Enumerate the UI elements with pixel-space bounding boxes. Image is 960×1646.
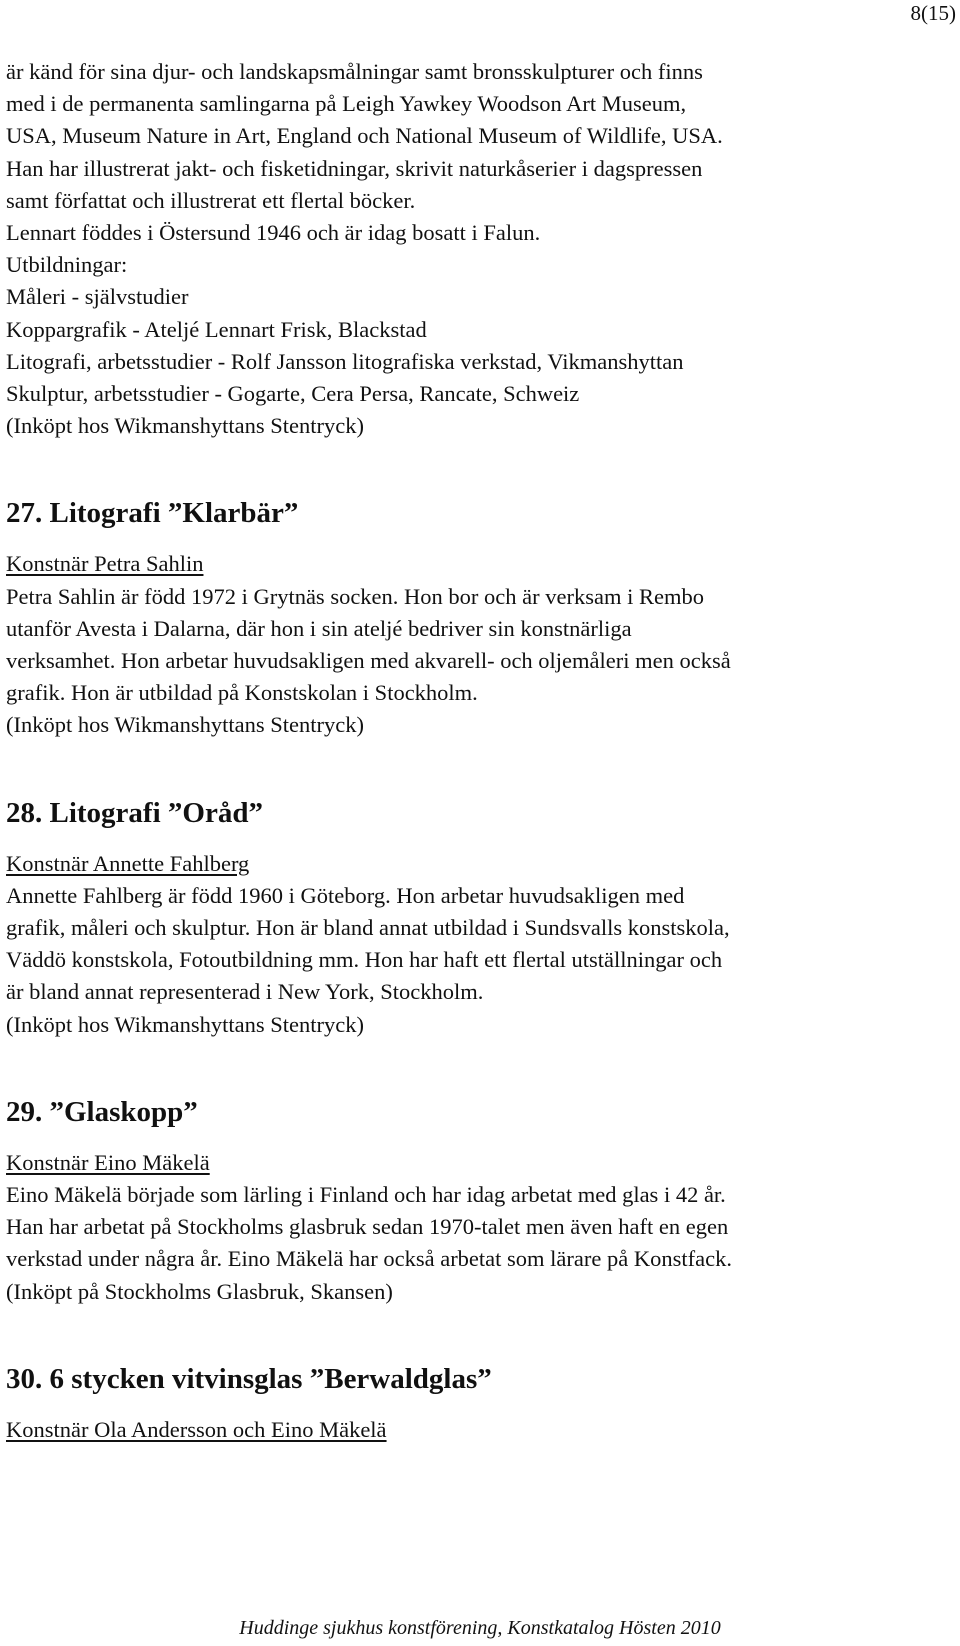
body-line: grafik, måleri och skulptur. Hon är bland annat utbildad i Sundsvalls konstskola, [6,915,730,941]
body-line: Utbildningar: [6,252,128,278]
page-footer: Huddinge sjukhus konstförening, Konstkatalog Hösten 2010 [239,1617,721,1639]
catalog-entry-27 [6,442,954,741]
body-line: (Inköpt på Stockholms Glasbruk, Skansen) [6,1278,393,1304]
body-line: (Inköpt hos Wikmanshyttans Stentryck) [6,712,365,738]
body-line: (Inköpt hos Wikmanshyttans Stentryck) [6,1011,365,1037]
body-line: Skulptur, arbetsstudier - Gogarte, Cera Persa, Rancate, Schweiz [6,381,580,407]
body-line: Eino Mäkelä började som lärling i Finland och har idag arbetat med glas i 42 år. [6,1182,726,1208]
body-line: Väddö konstskola, Fotoutbildning mm. Hon har haft ett flertal utställningar och [6,947,723,973]
body-line: (Inköpt hos Wikmanshyttans Stentryck) [6,413,365,439]
body-line: Koppargrafik - Ateljé Lennart Frisk, Blackstad [6,316,427,342]
catalog-entry-30 [6,1308,954,1446]
body-line: verkstad under några år. Eino Mäkelä har också arbetat som lärare på Konstfack. [6,1246,732,1272]
artist-name: Konstnär Annette Fahlberg [6,850,250,876]
body-line: samt författat och illustrerat ett flertal böcker. [6,187,416,213]
artist-name: Konstnär Petra Sahlin [6,551,204,577]
entry-heading: 30. 6 stycken vitvinsglas ”Berwaldglas” [6,1362,492,1395]
body-line: är känd för sina djur- och landskapsmålningar samt bronsskulpturer och finns [6,59,703,84]
page-number: 8(15) [910,1,956,25]
body-line: Lennart föddes i Östersund 1946 och är idag bosatt i Falun. [6,220,541,246]
body-line: är bland annat representerad i New York, Stockholm. [6,979,484,1005]
body-line: Måleri - självstudier [6,284,189,310]
body-line: Annette Fahlberg är född 1960 i Göteborg. Hon arbetar huvudsakligen med [6,882,685,908]
body-line: grafik. Hon är utbildad på Konstskolan i Stockholm. [6,680,478,706]
body-line: verksamhet. Hon arbetar huvudsakligen med akvarell- och oljemåleri men också [6,648,731,674]
body-line: med i de permanenta samlingarna på Leigh Yawkey Woodson Art Museum, [6,91,687,117]
body-line: Han har illustrerat jakt- och fisketidningar, skrivit naturkåserier i dagspressen [6,155,703,181]
catalog-entry-28 [6,742,954,1041]
body-line: Petra Sahlin är född 1972 i Grytnäs socken. Hon bor och är verksam i Rembo [6,583,704,609]
entry-heading: 28. Litografi ”Oråd” [6,796,263,829]
page-content [6,56,954,1446]
body-line: utanför Avesta i Dalarna, där hon i sin ateljé bedriver sin konstnärliga [6,615,632,641]
artist-name: Konstnär Ola Andersson och Eino Mäkelä [6,1416,387,1442]
entry-heading: 27. Litografi ”Klarbär” [6,497,299,530]
body-line: Litografi, arbetsstudier - Rolf Jansson litografiska verkstad, Vikmanshyttan [6,348,684,374]
body-line: Han har arbetat på Stockholms glasbruk sedan 1970-talet men även haft en egen [6,1214,729,1240]
catalog-entry-29 [6,1041,954,1308]
artist-name: Konstnär Eino Mäkelä [6,1149,210,1175]
intro-section [6,56,954,442]
entry-heading: 29. ”Glaskopp” [6,1095,198,1128]
body-line: USA, Museum Nature in Art, England och National Museum of Wildlife, USA. [6,123,723,149]
